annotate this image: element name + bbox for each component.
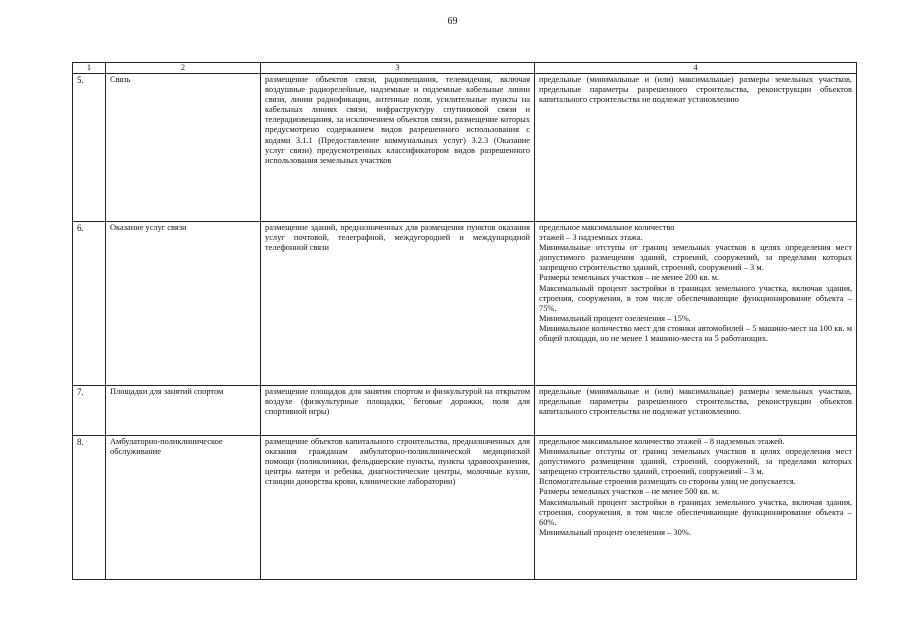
parameter-line: Максимальный процент застройки в границах земельного участка, включая здания, строения, сооружения, в том числе обеспечивающие функционирование объекта – 75%. xyxy=(539,283,852,313)
use-type-name: Оказание услуг связи xyxy=(106,222,261,386)
table-row xyxy=(73,386,857,436)
use-type-parameters xyxy=(535,74,857,222)
use-type-description: размещение объектов связи, радиовещания, телевидения, включая воздушные радиорелейные, надземные и подземные кабельные линии связи, линии радиофикации, антенные поля, усилительные пункты на кабельных линиях связи, инфраструктуру спутниковой связи и телерадиовещания, за исключением объектов связи, размещение которых предусмотрено содержанием видов разрешенного использования с кодами 3.1.1 (Предоставление коммунальных услуг) 3.2.3 (Оказание услуг связи) предусмотренных классификатором видов разрешенного использования земельных участков xyxy=(261,74,535,222)
use-type-description: размещение объектов капитального строительства, предназначенных для оказания гражданам амбулаторно-поликлинической медицинской помощи (поликлиники, фельдшерские пункты, пункты здравоохранения, центры матери и ребенка, диагностические центры, молочные кухни, станции донорства крови, клинические лаборатории) xyxy=(261,436,535,580)
parameter-line: предельное максимальное количество этажей – 8 надземных этажей. xyxy=(539,437,785,446)
row-number: 6. xyxy=(73,222,106,386)
parameter-line: предельные (минимальные и (или) максимальные) размеры земельных участков, предельные параметры разрешенного строительства, реконструкции объектов капитального строительства не подлежат установлению. xyxy=(539,387,852,417)
row-number: 5. xyxy=(73,74,106,222)
use-type-parameters xyxy=(535,222,857,386)
row-number: 7. xyxy=(73,386,106,436)
page-number: 69 xyxy=(447,16,458,27)
parameter-line: предельные (минимальные и (или) максимальные) размеры земельных участков, предельные параметры разрешенного строительства, реконструкции объектов капитального строительства не подлежат установлению xyxy=(539,75,852,105)
use-type-parameters xyxy=(535,436,857,580)
column-header-2: 2 xyxy=(106,63,261,74)
header-row xyxy=(73,63,857,74)
column-header-4: 4 xyxy=(535,63,857,74)
table-row xyxy=(73,436,857,580)
use-type-description: размещение площадок для занятия спортом и физкультурой на открытом воздухе (физкультурные площадки, беговые дорожки, поля для спортивной игры) xyxy=(261,386,535,436)
parameter-line: Минимальный процент озеленения – 30%. xyxy=(539,527,691,537)
land-use-table xyxy=(72,62,857,580)
use-type-parameters xyxy=(535,386,857,436)
table-row xyxy=(73,222,857,386)
column-header-3: 3 xyxy=(261,63,535,74)
parameter-line: Минимальное количество мест для стоянки автомобилей – 5 машино-мест на 100 кв. м общей площади, но не менее 1 машино-места на 5 работающих. xyxy=(539,323,852,344)
use-type-description: размещение зданий, предназначенных для размещения пунктов оказания услуг почтовой, телеграфной, междугородней и международной телефонной связи xyxy=(261,222,535,386)
use-type-name: Площадки для занятий спортом xyxy=(106,386,261,436)
parameter-line: предельное максимальное количество xyxy=(539,223,675,232)
parameter-line: Минимальные отступы от границ земельных участков в целях определения мест допустимого размещения зданий, строений, сооружений, за пределами которых запрещено строительство зданий, строений, сооружений – 3 м. xyxy=(539,243,852,273)
parameter-line: Размеры земельных участков – не менее 200 кв. м. xyxy=(539,273,720,283)
use-type-name: Амбулаторно-поликлиническое обслуживание xyxy=(106,436,261,580)
row-number: 8. xyxy=(73,436,106,580)
parameter-line: этажей – 3 надземных этажа. xyxy=(539,233,643,243)
parameter-line: Вспомогательные строения размещать со стороны улиц не допускается. xyxy=(539,477,796,487)
parameter-line: Минимальные отступы от границ земельных участков в целях определения мест допустимого размещения зданий, строений, сооружений, за пределами которых запрещено строительство зданий, строений, сооружений – 3 м. xyxy=(539,447,852,477)
use-type-name: Связь xyxy=(106,74,261,222)
parameter-line: Размеры земельных участков – не менее 500 кв. м. xyxy=(539,487,720,497)
parameter-line: Минимальный процент озеленения – 15%. xyxy=(539,313,691,323)
parameter-line: Максимальный процент застройки в границах земельного участка, включая здания, строения, сооружения, в том числе обеспечивающие функционирование объекта – 60%. xyxy=(539,497,852,527)
column-header-1: 1 xyxy=(73,63,106,74)
table-row xyxy=(73,74,857,222)
